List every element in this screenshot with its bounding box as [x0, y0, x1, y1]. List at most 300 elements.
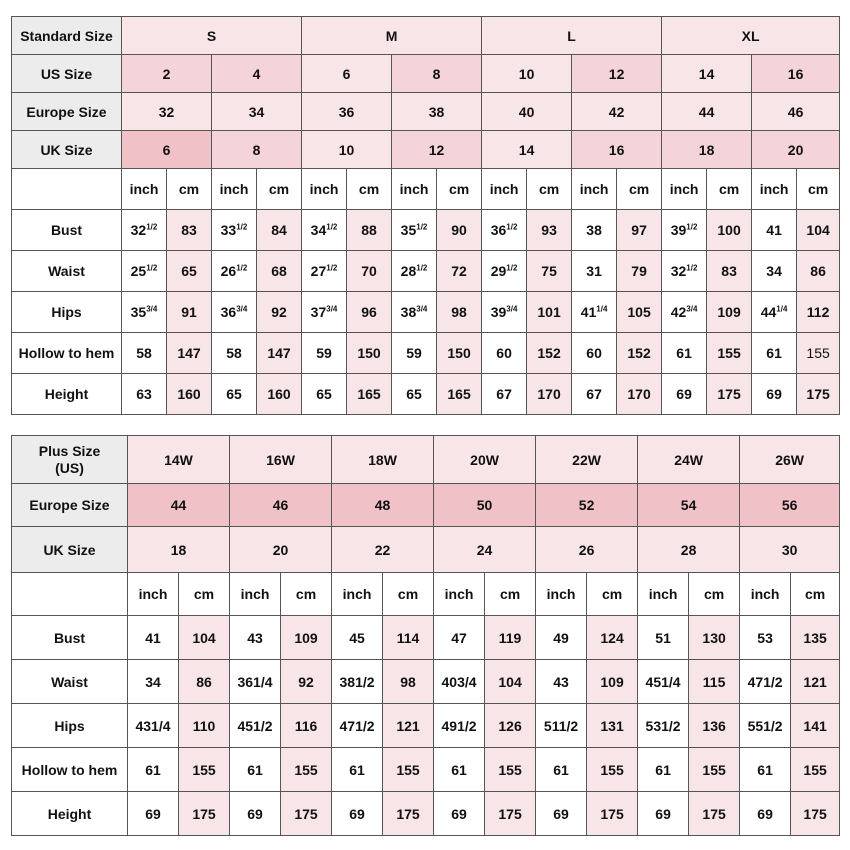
standard-size-label: Standard Size	[12, 17, 122, 55]
measure-value: 90	[451, 222, 467, 238]
measure-row-height	[12, 374, 840, 415]
measure-cell: 175	[485, 792, 536, 836]
measure-value: 61	[676, 345, 692, 361]
measure-fraction: 1/2	[236, 222, 248, 232]
measure-cell	[212, 292, 257, 333]
measure-cell: 98	[383, 660, 434, 704]
measure-fraction: 1/2	[506, 263, 518, 273]
measure-value: 160	[177, 386, 201, 402]
measure-row-hips	[12, 292, 840, 333]
measure-cell: 69	[536, 792, 587, 836]
measure-cell: 116	[281, 704, 332, 748]
unit-inch: inch	[302, 169, 347, 210]
us-size-cell: 2	[122, 55, 212, 93]
measure-value: 112	[806, 304, 830, 320]
unit-cm: cm	[527, 169, 572, 210]
measure-cell	[167, 210, 212, 251]
measure-value: 33	[220, 222, 237, 238]
measure-value: 79	[631, 263, 647, 279]
measure-cell: 69	[434, 792, 485, 836]
measure-cell: 124	[587, 616, 638, 660]
standard-size-l: L	[482, 17, 662, 55]
measure-value: 97	[631, 222, 647, 238]
uk-size-cell: 16	[572, 131, 662, 169]
measure-value: 28	[400, 263, 417, 279]
unit-row-label	[12, 573, 128, 616]
measure-value: 63	[136, 386, 152, 402]
measure-value: 155	[717, 345, 741, 361]
measure-cell	[662, 374, 707, 415]
measure-value: 26	[220, 263, 237, 279]
measure-value: 25	[130, 263, 147, 279]
measure-cell	[572, 374, 617, 415]
europe-size-cell: 44	[662, 93, 752, 131]
measure-cell	[617, 292, 662, 333]
measure-cell	[752, 210, 797, 251]
measure-fraction: 3/4	[236, 304, 248, 314]
measure-cell	[392, 292, 437, 333]
europe-size-cell: 40	[482, 93, 572, 131]
europe-size-cell: 44	[128, 484, 230, 527]
measure-cell: 141	[791, 704, 840, 748]
measure-value: 38	[586, 222, 602, 238]
measure-cell	[482, 251, 527, 292]
measure-value: 65	[226, 386, 242, 402]
unit-cm: cm	[257, 169, 302, 210]
measure-value: 96	[361, 304, 377, 320]
standard-size-row	[12, 17, 840, 55]
measure-cell	[347, 292, 392, 333]
plus-size-chart	[11, 435, 840, 836]
measure-cell	[122, 251, 167, 292]
measure-cell: 104	[179, 616, 230, 660]
measure-value: 29	[490, 263, 507, 279]
unit-row	[12, 573, 840, 616]
measure-cell	[392, 374, 437, 415]
measure-value: 91	[181, 304, 197, 320]
measure-value: 44	[760, 304, 777, 320]
measure-row-bust	[12, 616, 840, 660]
unit-cm: cm	[383, 573, 434, 616]
measure-fraction: 1/2	[416, 222, 428, 232]
measure-cell	[437, 292, 482, 333]
measure-value: 83	[721, 263, 737, 279]
measure-fraction: 1/2	[686, 222, 698, 232]
measure-cell: 471/2	[740, 660, 791, 704]
unit-inch: inch	[392, 169, 437, 210]
plus-size-label	[12, 436, 128, 484]
europe-size-cell: 56	[740, 484, 840, 527]
unit-row-label	[12, 169, 122, 210]
measure-cell: 61	[128, 748, 179, 792]
standard-size-chart	[11, 16, 840, 415]
measure-cell	[527, 210, 572, 251]
measure-cell: 61	[740, 748, 791, 792]
us-size-cell: 10	[482, 55, 572, 93]
measure-cell	[752, 292, 797, 333]
measure-cell	[437, 374, 482, 415]
us-size-cell: 8	[392, 55, 482, 93]
measure-value: 147	[267, 345, 291, 361]
unit-cm: cm	[179, 573, 230, 616]
measure-value: 36	[490, 222, 507, 238]
measure-cell	[122, 374, 167, 415]
measure-cell: 175	[179, 792, 230, 836]
measure-cell	[122, 292, 167, 333]
measure-label: Hollow to hem	[12, 748, 128, 792]
measure-label: Hips	[12, 292, 122, 333]
measure-fraction: 1/2	[326, 263, 338, 273]
us-size-cell: 14	[662, 55, 752, 93]
uk-size-cell: 12	[392, 131, 482, 169]
measure-cell	[752, 251, 797, 292]
measure-fraction: 1/2	[326, 222, 338, 232]
measure-cell: 361/4	[230, 660, 281, 704]
measure-value: 175	[717, 386, 741, 402]
measure-value: 84	[271, 222, 287, 238]
measure-value: 31	[586, 263, 602, 279]
unit-inch: inch	[128, 573, 179, 616]
measure-cell	[527, 333, 572, 374]
measure-value: 93	[541, 222, 557, 238]
measure-row-hips	[12, 704, 840, 748]
plus-size-row	[12, 436, 840, 484]
measure-row-hollow-to-hem	[12, 333, 840, 374]
unit-cm: cm	[485, 573, 536, 616]
measure-cell	[617, 374, 662, 415]
measure-value: 86	[810, 263, 826, 279]
measure-cell: 61	[332, 748, 383, 792]
measure-cell: 69	[332, 792, 383, 836]
measure-cell: 69	[128, 792, 179, 836]
measure-cell: 511/2	[536, 704, 587, 748]
measure-cell: 69	[740, 792, 791, 836]
europe-size-label: Europe Size	[12, 484, 128, 527]
measure-cell	[527, 292, 572, 333]
measure-cell	[212, 374, 257, 415]
measure-cell	[257, 210, 302, 251]
unit-inch: inch	[638, 573, 689, 616]
measure-cell: 175	[587, 792, 638, 836]
measure-cell: 61	[638, 748, 689, 792]
measure-value: 39	[670, 222, 687, 238]
measure-cell: 114	[383, 616, 434, 660]
measure-fraction: 1/2	[416, 263, 428, 273]
measure-cell	[482, 210, 527, 251]
measure-value: 60	[496, 345, 512, 361]
measure-value: 152	[627, 345, 651, 361]
measure-value: 32	[670, 263, 687, 279]
measure-cell: 53	[740, 616, 791, 660]
plus-size-cell: 16W	[230, 436, 332, 484]
measure-cell	[302, 251, 347, 292]
measure-fraction: 1/2	[146, 263, 158, 273]
uk-size-label: UK Size	[12, 131, 122, 169]
measure-fraction: 1/2	[236, 263, 248, 273]
measure-cell	[617, 251, 662, 292]
measure-fraction: 3/4	[326, 304, 338, 314]
uk-size-cell: 24	[434, 527, 536, 573]
measure-cell: 155	[281, 748, 332, 792]
measure-cell: 109	[281, 616, 332, 660]
measure-cell	[572, 210, 617, 251]
measure-fraction: 3/4	[686, 304, 698, 314]
measure-cell: 41	[128, 616, 179, 660]
measure-fraction: 1/2	[686, 263, 698, 273]
unit-cm: cm	[281, 573, 332, 616]
europe-size-cell: 32	[122, 93, 212, 131]
measure-label: Height	[12, 792, 128, 836]
measure-cell: 115	[689, 660, 740, 704]
measure-value: 34	[310, 222, 327, 238]
measure-cell: 86	[179, 660, 230, 704]
measure-cell	[662, 251, 707, 292]
measure-cell	[212, 210, 257, 251]
unit-cm: cm	[797, 169, 840, 210]
measure-cell	[302, 292, 347, 333]
measure-value: 72	[451, 263, 467, 279]
unit-inch: inch	[482, 169, 527, 210]
measure-row-bust	[12, 210, 840, 251]
unit-cm: cm	[587, 573, 638, 616]
measure-value: 27	[310, 263, 327, 279]
measure-cell: 69	[638, 792, 689, 836]
uk-size-cell: 30	[740, 527, 840, 573]
plus-size-cell: 18W	[332, 436, 434, 484]
measure-cell: 61	[230, 748, 281, 792]
measure-value: 109	[717, 304, 741, 320]
measure-cell: 43	[230, 616, 281, 660]
measure-cell	[347, 374, 392, 415]
measure-cell: 104	[485, 660, 536, 704]
measure-cell: 34	[128, 660, 179, 704]
measure-cell	[572, 251, 617, 292]
europe-size-row	[12, 484, 840, 527]
europe-size-cell: 38	[392, 93, 482, 131]
measure-cell: 135	[791, 616, 840, 660]
measure-cell: 175	[689, 792, 740, 836]
measure-cell	[167, 374, 212, 415]
measure-cell: 175	[791, 792, 840, 836]
measure-value: 41	[766, 222, 782, 238]
unit-inch: inch	[122, 169, 167, 210]
uk-size-cell: 18	[128, 527, 230, 573]
measure-cell	[797, 210, 840, 251]
measure-fraction: 1/2	[506, 222, 518, 232]
uk-size-cell: 18	[662, 131, 752, 169]
measure-value: 65	[406, 386, 422, 402]
unit-inch: inch	[572, 169, 617, 210]
standard-size-m: M	[302, 17, 482, 55]
measure-value: 34	[766, 263, 782, 279]
measure-cell: 45	[332, 616, 383, 660]
measure-value: 98	[451, 304, 467, 320]
measure-cell	[302, 374, 347, 415]
unit-inch: inch	[740, 573, 791, 616]
unit-inch: inch	[230, 573, 281, 616]
measure-fraction: 1/4	[596, 304, 608, 314]
measure-value: 170	[537, 386, 561, 402]
measure-cell	[662, 210, 707, 251]
measure-cell	[527, 374, 572, 415]
measure-cell	[707, 251, 752, 292]
europe-size-cell: 52	[536, 484, 638, 527]
standard-size-s: S	[122, 17, 302, 55]
measure-cell	[167, 251, 212, 292]
measure-fraction: 3/4	[416, 304, 428, 314]
measure-cell: 51	[638, 616, 689, 660]
measure-value: 67	[586, 386, 602, 402]
measure-row-waist	[12, 251, 840, 292]
measure-value: 150	[357, 345, 381, 361]
measure-row-height	[12, 792, 840, 836]
measure-cell: 155	[791, 748, 840, 792]
measure-cell	[257, 374, 302, 415]
measure-value: 61	[766, 345, 782, 361]
measure-cell	[617, 210, 662, 251]
uk-size-cell: 14	[482, 131, 572, 169]
measure-value: 160	[267, 386, 291, 402]
measure-value: 69	[676, 386, 692, 402]
measure-cell	[707, 210, 752, 251]
us-size-row	[12, 55, 840, 93]
measure-label: Waist	[12, 251, 122, 292]
measure-cell	[347, 333, 392, 374]
us-size-cell: 4	[212, 55, 302, 93]
europe-size-row	[12, 93, 840, 131]
uk-size-cell: 8	[212, 131, 302, 169]
measure-value: 92	[271, 304, 287, 320]
measure-value: 65	[181, 263, 197, 279]
measure-label: Bust	[12, 616, 128, 660]
europe-size-cell: 46	[230, 484, 332, 527]
europe-size-cell: 46	[752, 93, 840, 131]
measure-cell: 136	[689, 704, 740, 748]
measure-cell	[347, 251, 392, 292]
measure-cell: 109	[587, 660, 638, 704]
standard-size-xl: XL	[662, 17, 840, 55]
uk-size-cell: 26	[536, 527, 638, 573]
europe-size-label: Europe Size	[12, 93, 122, 131]
europe-size-cell: 42	[572, 93, 662, 131]
us-size-cell: 12	[572, 55, 662, 93]
measure-cell: 451/2	[230, 704, 281, 748]
measure-cell	[122, 210, 167, 251]
europe-size-cell: 50	[434, 484, 536, 527]
measure-label: Waist	[12, 660, 128, 704]
uk-size-cell: 28	[638, 527, 740, 573]
measure-value: 70	[361, 263, 377, 279]
measure-cell	[302, 210, 347, 251]
measure-cell	[257, 333, 302, 374]
measure-cell: 155	[383, 748, 434, 792]
measure-value: 35	[400, 222, 417, 238]
measure-cell: 61	[536, 748, 587, 792]
measure-cell	[437, 333, 482, 374]
measure-cell	[707, 374, 752, 415]
measure-cell: 403/4	[434, 660, 485, 704]
measure-cell	[662, 292, 707, 333]
measure-cell	[122, 333, 167, 374]
measure-cell: 61	[434, 748, 485, 792]
measure-value: 105	[627, 304, 651, 320]
measure-cell: 130	[689, 616, 740, 660]
measure-fraction: 3/4	[146, 304, 158, 314]
unit-cm: cm	[689, 573, 740, 616]
uk-size-cell: 22	[332, 527, 434, 573]
measure-cell: 155	[587, 748, 638, 792]
measure-cell	[752, 374, 797, 415]
measure-cell: 175	[383, 792, 434, 836]
measure-value: 42	[670, 304, 687, 320]
measure-value: 152	[537, 345, 561, 361]
measure-cell: 43	[536, 660, 587, 704]
measure-cell: 47	[434, 616, 485, 660]
uk-size-label: UK Size	[12, 527, 128, 573]
plus-size-cell: 26W	[740, 436, 840, 484]
measure-cell	[527, 251, 572, 292]
us-size-cell: 16	[752, 55, 840, 93]
measure-cell	[302, 333, 347, 374]
measure-value: 75	[541, 263, 557, 279]
measure-cell: 531/2	[638, 704, 689, 748]
measure-value: 155	[806, 345, 830, 361]
unit-inch: inch	[752, 169, 797, 210]
measure-value: 83	[181, 222, 197, 238]
measure-fraction: 1/2	[146, 222, 158, 232]
measure-cell	[167, 292, 212, 333]
europe-size-cell: 54	[638, 484, 740, 527]
measure-cell	[797, 374, 840, 415]
measure-value: 58	[226, 345, 242, 361]
measure-value: 88	[361, 222, 377, 238]
unit-inch: inch	[332, 573, 383, 616]
measure-label: Hollow to hem	[12, 333, 122, 374]
measure-cell: 381/2	[332, 660, 383, 704]
measure-cell: 155	[485, 748, 536, 792]
unit-row	[12, 169, 840, 210]
unit-inch: inch	[662, 169, 707, 210]
measure-value: 100	[717, 222, 741, 238]
unit-cm: cm	[791, 573, 840, 616]
measure-value: 60	[586, 345, 602, 361]
us-size-label: US Size	[12, 55, 122, 93]
measure-cell	[662, 333, 707, 374]
measure-value: 68	[271, 263, 287, 279]
uk-size-cell: 10	[302, 131, 392, 169]
measure-value: 175	[806, 386, 830, 402]
measure-cell: 451/4	[638, 660, 689, 704]
measure-value: 38	[400, 304, 417, 320]
measure-value: 32	[130, 222, 147, 238]
uk-size-cell: 20	[752, 131, 840, 169]
measure-cell	[797, 251, 840, 292]
measure-cell: 121	[383, 704, 434, 748]
measure-value: 65	[316, 386, 332, 402]
measure-cell: 119	[485, 616, 536, 660]
unit-inch: inch	[212, 169, 257, 210]
measure-cell	[212, 333, 257, 374]
unit-cm: cm	[347, 169, 392, 210]
unit-cm: cm	[437, 169, 482, 210]
uk-size-row	[12, 131, 840, 169]
measure-cell	[257, 292, 302, 333]
measure-value: 165	[447, 386, 471, 402]
measure-cell: 551/2	[740, 704, 791, 748]
measure-cell: 491/2	[434, 704, 485, 748]
measure-value: 101	[537, 304, 561, 320]
plus-size-cell: 14W	[128, 436, 230, 484]
